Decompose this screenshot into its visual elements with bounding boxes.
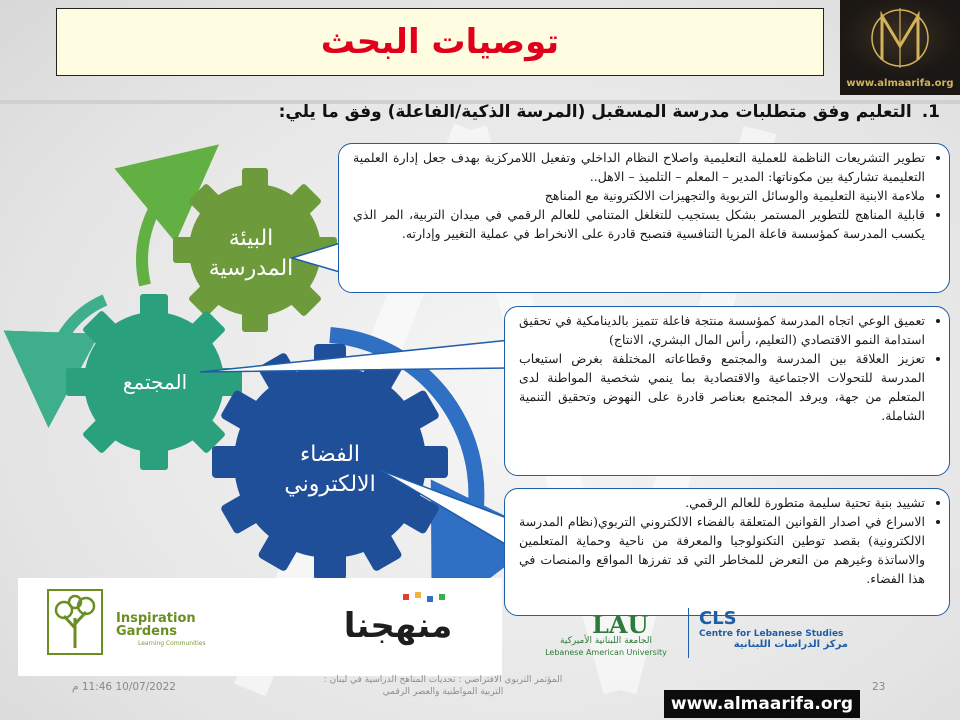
heading-number: 1.: [921, 102, 940, 122]
callout-cyber: [504, 488, 950, 616]
callout-item: • الاسراع في اصدار القوانين المتعلقة بالفضاء الالكتروني التربوي(نظام المدرسة الالكترونية) بقصد توطين التكنولوجيا والمعرفة من ناحية وحماية المتعلمين والاساتذة وغيرهم من التعرض للمخاطر التي قد تفرزها المواقع والمنصات في هذا الفضاء.: [519, 512, 925, 588]
gear-label-school: البيئة المدرسية: [208, 226, 294, 281]
callout-item: • تعميق الوعي اتجاه المدرسة كمؤسسة منتجة فاعلة تتميز بالدينامكية في تحقيق استدامة النمو الاقتصادي (التعليم، رأس المال البشري، الانتاج): [519, 311, 925, 349]
partner-logos-panel: [18, 578, 502, 676]
slide-title: توصيات البحث: [320, 22, 560, 62]
callout-item: • قابلية المناهج للتطوير المستمر بشكل يستجيب للتغلغل المتنامي للعالم الرقمي في ميدان التربية، المر الذي يكسب المدرسة كمؤسسة فاعلة المزيا التنافسية فتصبح قادرة على الانخراط في عملية التغيير وإدارته.: [353, 205, 925, 243]
heading-text: التعليم وفق متطلبات مدرسة المسقبل (المرسة الذكية/الفاعلة) وفق ما يلي:: [278, 102, 912, 122]
lau-english: Lebanese American University: [545, 648, 667, 657]
inspiration-gardens-name: Inspiration Gardens: [116, 611, 196, 639]
green-cycle-arrow: [142, 175, 182, 285]
footer-page-number: 23: [872, 681, 886, 693]
callout-school: [338, 143, 950, 293]
footer-conference: المؤتمر التربوي الافتراضي : تحديات المناهج الدراسية في لبنان : التربية المواطنية والعصر الرقمي: [323, 675, 563, 697]
manhajuna-logo: [323, 590, 473, 668]
tree-icon: [46, 588, 106, 658]
manhajuna-text: منهجنا: [343, 606, 453, 646]
footer-datetime: 10/07/2022 11:46 م: [72, 681, 176, 693]
callout-item: • ملاءمة الابنية التعليمية والوسائل التربوية والتجهيزات الالكترونية مع المناهج: [353, 186, 925, 205]
callout-community: [504, 306, 950, 476]
lau-logo: [536, 608, 676, 658]
cls-short: CLS: [699, 608, 737, 629]
inspiration-gardens-subtitle: Learning Communities: [138, 640, 206, 647]
logo-url: www.almaarifa.org: [846, 78, 954, 89]
cls-english: Centre for Lebanese Studies: [699, 629, 844, 639]
footer-url-link[interactable]: www.almaarifa.org: [664, 690, 860, 718]
callout-item: • تعزيز العلاقة بين المدرسة والمجتمع وقطاعاته المختلفة بغرض استيعاب المدرسة للتحولات الاجتماعية والاقتصادية بما ينمي شخصية المواطنة لدى المتعلم من جهة، ويرفد المجتمع بعناصر قادرة على النهوض وتحقيق التنمية الشاملة.: [519, 349, 925, 425]
gear-label-cyberspace: الفضاء الالكتروني: [284, 442, 376, 497]
cls-logo: [688, 608, 848, 658]
callout-item: • تطوير التشريعات الناظمة للعملية التعليمية واصلاح النظام الداخلي وتفعيل اللامركزية بهدف جعل إدارة العلمية التعليمية تشاركية بين مكوناتها: المدير – المعلم – التلميذ – الاهل..: [353, 148, 925, 186]
lau-short: LAU: [592, 610, 649, 639]
lau-arabic: الجامعة اللبنانية الأميركية: [560, 636, 652, 646]
gear-label-community: المجتمع: [122, 370, 188, 394]
cls-arabic: مركز الدراسات اللبنانية: [733, 639, 848, 650]
callout-item: • تشييد بنية تحتية سليمة متطورة للعالم الرقمي.: [519, 493, 925, 512]
inspiration-gardens-logo: [46, 588, 246, 658]
